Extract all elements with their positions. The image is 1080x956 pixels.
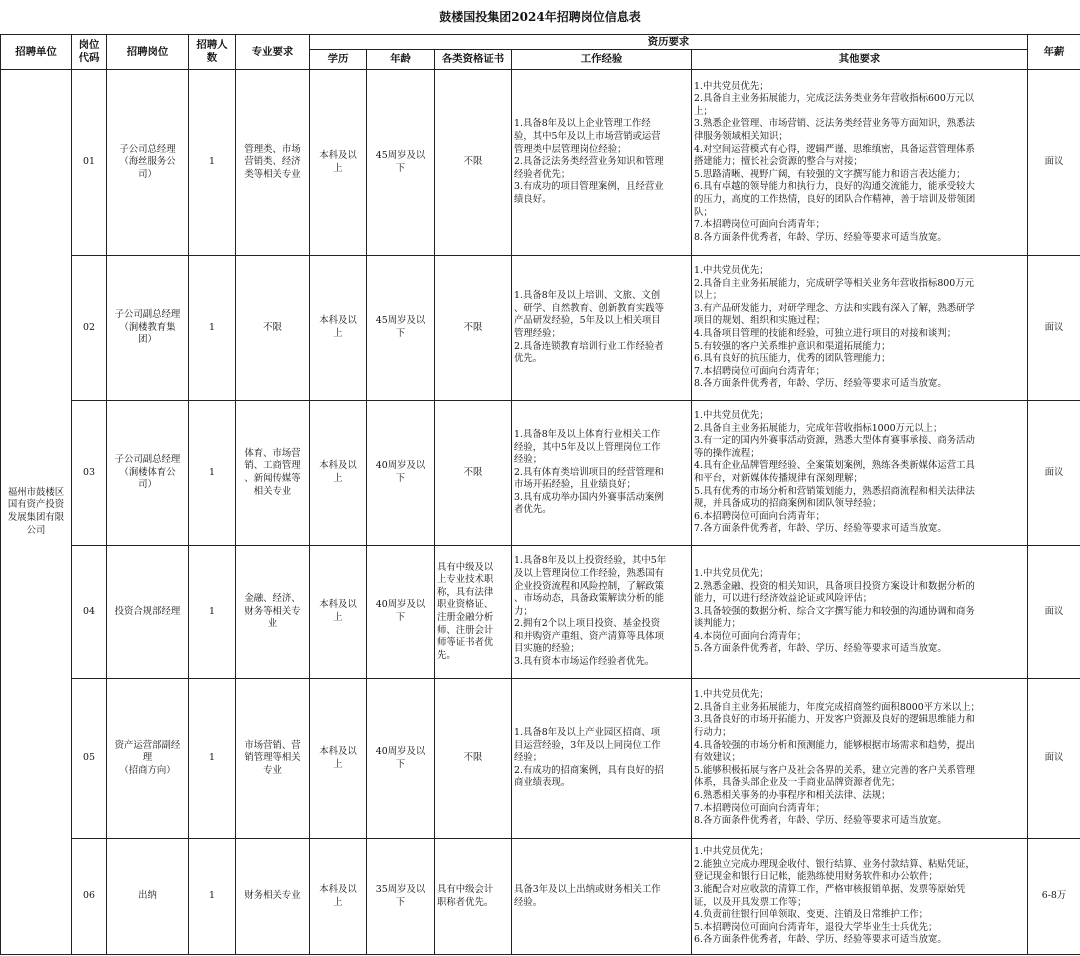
header-other: 其他要求 xyxy=(692,50,1028,70)
major-cell: 管理类、市场 营销类、经济 类等相关专业 xyxy=(236,70,310,256)
certificate-cell: 具有中级会计 职称者优先。 xyxy=(435,839,512,955)
experience-cell: 具备3年及以上出纳或财务相关工作 经验。 xyxy=(512,839,692,955)
age-cell: 45周岁及以 下 xyxy=(367,70,435,256)
major-cell: 金融、经济、 财务等相关专 业 xyxy=(236,546,310,679)
certificate-cell: 不限 xyxy=(435,679,512,839)
table-row xyxy=(1,546,1080,679)
major-cell: 体育、市场营 销、工商管理 、新闻传媒等 相关专业 xyxy=(236,401,310,546)
recruitment-table xyxy=(0,34,1080,955)
position-cell: 投资合规部经理 xyxy=(107,546,189,679)
position-cell: 子公司副总经理 （涧楼体育公 司） xyxy=(107,401,189,546)
education-cell: 本科及以 上 xyxy=(310,401,367,546)
count-cell: 1 xyxy=(189,401,236,546)
salary-cell: 面议 xyxy=(1028,70,1080,256)
code-cell: 03 xyxy=(72,401,107,546)
header-code: 岗位 代码 xyxy=(72,35,107,70)
position-cell: 子公司总经理 （海丝服务公 司） xyxy=(107,70,189,256)
table-row xyxy=(1,256,1080,401)
unit-name-cell: 福州市鼓楼区 国有资产投资 发展集团有限 公司 xyxy=(1,70,72,955)
count-cell: 1 xyxy=(189,839,236,955)
header-major: 专业要求 xyxy=(236,35,310,70)
other-requirements-cell: 1.中共党员优先； 2.具备自主业务拓展能力，年度完成招商签约面积8000平方米以上； 3.具备良好的市场开拓能力、开发客户资源及良好的逻辑思维能力和 行动力； 4.具备较强的市场分析和预测能力，能够根据市场需求和趋势，提出 有效建议； 5.能够积极拓展与客户及社会各界的关系，建立完善的客户关系管理 体系，具备头部企业及一手商业品牌资源者优先； 6.熟悉相关事务的办事程序和相关法律、法规； 7.本招聘岗位可面向台湾青年； 8.各方面条件优秀者，年龄、学历、经验等要求可适当放宽。 xyxy=(692,679,1028,839)
header-education: 学历 xyxy=(310,50,367,70)
header-position: 招聘岗位 xyxy=(107,35,189,70)
education-cell: 本科及以 上 xyxy=(310,839,367,955)
table-row xyxy=(1,70,1080,256)
header-count: 招聘人 数 xyxy=(189,35,236,70)
other-requirements-cell: 1.中共党员优先； 2.具备自主业务拓展能力，完成研学等相关业务年营收指标800万元 以上； 3.有产品研发能力，对研学理念、方法和实践有深入了解，熟悉研学 项目的规划、组织和实施过程； 4.具备项目管理的技能和经验，可独立进行项目的对接和谈判； 5.有较强的客户关系维护意识和渠道拓展能力； 6.具有良好的抗压能力，优秀的团队管理能力； 7.本招聘岗位可面向台湾青年； 8.各方面条件优秀者，年龄、学历、经验等要求可适当放宽。 xyxy=(692,256,1028,401)
education-cell: 本科及以 上 xyxy=(310,256,367,401)
certificate-cell: 不限 xyxy=(435,256,512,401)
major-cell: 市场营销、营 销管理等相关 专业 xyxy=(236,679,310,839)
experience-cell: 1.具备8年及以上企业管理工作经 验，其中5年及以上市场营销或运营 管理类中层管理岗位经验； 2.具备泛法务类经营业务知识和管理 经验者优先； 3.有成功的项目管理案例，且经营业 绩良好。 xyxy=(512,70,692,256)
other-requirements-cell: 1.中共党员优先； 2.具备自主业务拓展能力，完成年营收指标1000万元以上； 3.有一定的国内外赛事活动资源，熟悉大型体育赛事承接、商务活动 等的操作流程； 4.具有企业品牌管理经验、全案策划案例，熟练各类新媒体运营工具 和平台，对新媒体传播规律有深刻理解； 5.具有优秀的市场分析和营销策划能力，熟悉招商流程和相关法律法 规，并具备成功的招商案例和团队领导经验； 6.本招聘岗位可面向台湾青年； 7.各方面条件优秀者，年龄、学历、经验等要求可适当放宽。 xyxy=(692,401,1028,546)
code-cell: 02 xyxy=(72,256,107,401)
code-cell: 01 xyxy=(72,70,107,256)
major-cell: 财务相关专业 xyxy=(236,839,310,955)
other-requirements-cell: 1.中共党员优先； 2.熟悉金融、投资的相关知识，具备项目投资方案设计和数据分析的 能力，可以进行经济效益论证或风险评估； 3.具备较强的数据分析、综合文字撰写能力和较强的沟通协调和商务 谈判能力； 4.本岗位可面向台湾青年； 5.各方面条件优秀者，年龄、学历、经验等要求可适当放宽。 xyxy=(692,546,1028,679)
experience-cell: 1.具备8年及以上体育行业相关工作 经验，其中5年及以上管理岗位工作 经验； 2.具有体育类培训项目的经营管理和 市场开拓经验，且业绩良好； 3.具有成功举办国内外赛事活动案例 者优先。 xyxy=(512,401,692,546)
position-cell: 资产运营部副经 理 （招商方向） xyxy=(107,679,189,839)
table-row xyxy=(1,401,1080,546)
certificate-cell: 不限 xyxy=(435,401,512,546)
code-cell: 04 xyxy=(72,546,107,679)
age-cell: 40周岁及以 下 xyxy=(367,679,435,839)
count-cell: 1 xyxy=(189,256,236,401)
major-cell: 不限 xyxy=(236,256,310,401)
salary-cell: 面议 xyxy=(1028,401,1080,546)
code-cell: 05 xyxy=(72,679,107,839)
other-requirements-cell: 1.中共党员优先； 2.具备自主业务拓展能力，完成泛法务类业务年营收指标600万元以 上； 3.熟悉企业管理、市场营销、泛法务类经营业务等方面知识，熟悉法 律服务领域相关知识； 4.对空间运营模式有心得，逻辑严谨、思维缜密，具备运营管理体系 搭建能力；擅长社会资源的整合与对接； 5.思路清晰、视野广阔，有较强的文字撰写能力和语言表达能力； 6.具有卓越的领导能力和执行力，良好的沟通交流能力，能承受较大 的压力，高度的工作热情，良好的团队合作精神，善于培训及带领团 队； 7.本招聘岗位可面向台湾青年； 8.各方面条件优秀者，年龄、学历、经验等要求可适当放宽。 xyxy=(692,70,1028,256)
header-certificate: 各类资格证书 xyxy=(435,50,512,70)
certificate-cell: 具有中级及以 上专业技术职 称，具有法律 职业资格证、 注册金融分析 师、注册会计 师等证书者优 先。 xyxy=(435,546,512,679)
header-qualification: 资历要求 xyxy=(310,35,1028,50)
age-cell: 35周岁及以 下 xyxy=(367,839,435,955)
education-cell: 本科及以 上 xyxy=(310,70,367,256)
experience-cell: 1.具备8年及以上培训、文旅、文创 、研学、自然教育、创新教育实践等 产品研发经验，5年及以上相关项目 管理经验； 2.具备连锁教育培训行业工作经验者 优先。 xyxy=(512,256,692,401)
code-cell: 06 xyxy=(72,839,107,955)
document-title: 鼓楼国投集团2024年招聘岗位信息表 xyxy=(439,10,641,24)
position-cell: 出纳 xyxy=(107,839,189,955)
salary-cell: 6-8万 xyxy=(1028,839,1080,955)
age-cell: 45周岁及以 下 xyxy=(367,256,435,401)
education-cell: 本科及以 上 xyxy=(310,679,367,839)
age-cell: 40周岁及以 下 xyxy=(367,401,435,546)
table-row xyxy=(1,679,1080,839)
count-cell: 1 xyxy=(189,679,236,839)
header-salary: 年薪 xyxy=(1028,35,1080,70)
experience-cell: 1.具备8年及以上投资经验，其中5年 及以上管理岗位工作经验，熟悉国有 企业投资流程和风险控制，了解政策 、市场动态，具备政策解读分析的能 力； 2.拥有2个以上项目投资、基金投资 和并购资产重组、资产清算等具体项 目实施的经验； 3.具有资本市场运作经验者优先。 xyxy=(512,546,692,679)
salary-cell: 面议 xyxy=(1028,546,1080,679)
table-row xyxy=(1,839,1080,955)
education-cell: 本科及以 上 xyxy=(310,546,367,679)
header-age: 年龄 xyxy=(367,50,435,70)
header-experience: 工作经验 xyxy=(512,50,692,70)
count-cell: 1 xyxy=(189,546,236,679)
salary-cell: 面议 xyxy=(1028,256,1080,401)
other-requirements-cell: 1.中共党员优先； 2.能独立完成办理现金收付、银行结算、业务付款结算、粘贴凭证， 登记现金和银行日记帐，能熟练使用财务软件和办公软件； 3.能配合对应收款的清算工作，严格审核报销单据、发票等原始凭 证，以及开具发票工作等； 4.负责前往银行回单领取、变更、注销及日常维护工作； 5.本招聘岗位可面向台湾青年，退役大学毕业生士兵优先； 6.各方面条件优秀者，年龄、学历、经验等要求可适当放宽。 xyxy=(692,839,1028,955)
certificate-cell: 不限 xyxy=(435,70,512,256)
experience-cell: 1.具备8年及以上产业园区招商、项 目运营经验，3年及以上同岗位工作 经验； 2.有成功的招商案例，具有良好的招 商业绩表现。 xyxy=(512,679,692,839)
header-unit: 招聘单位 xyxy=(1,35,72,70)
position-cell: 子公司副总经理 （涧楼教育集 团） xyxy=(107,256,189,401)
count-cell: 1 xyxy=(189,70,236,256)
salary-cell: 面议 xyxy=(1028,679,1080,839)
age-cell: 40周岁及以 下 xyxy=(367,546,435,679)
